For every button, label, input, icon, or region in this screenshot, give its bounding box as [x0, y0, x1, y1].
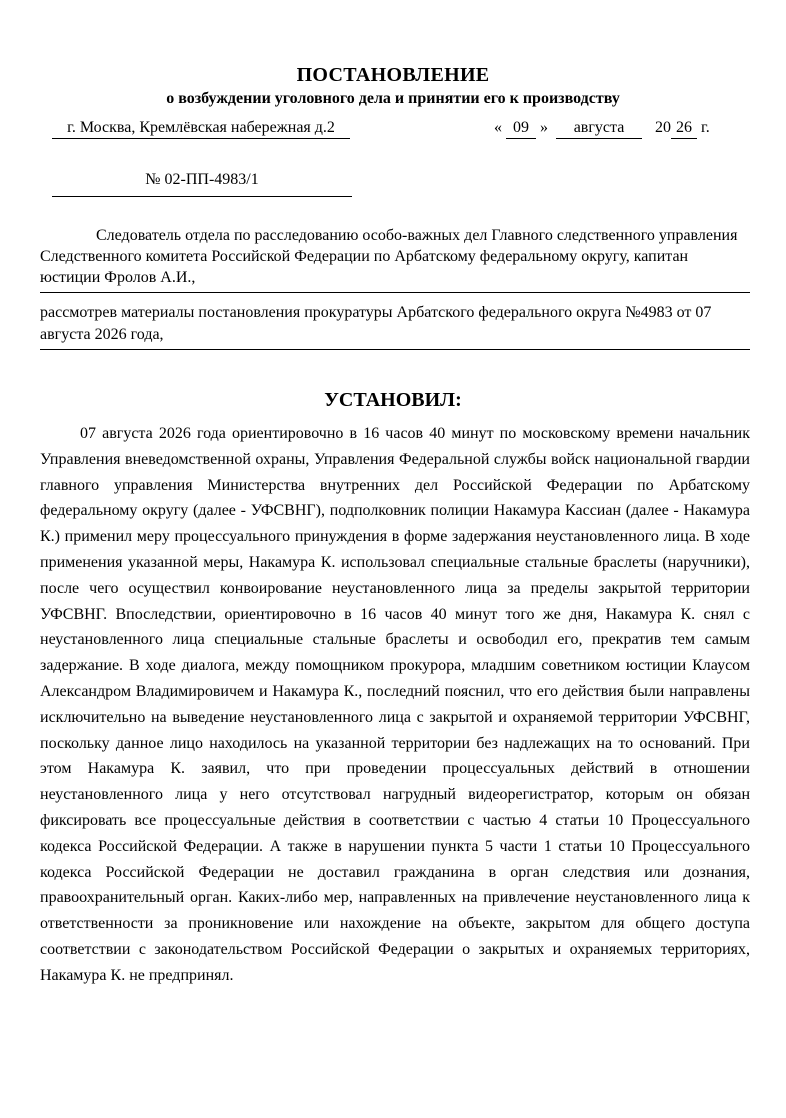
considering-paragraph: рассмотрев материалы постановления прокуратуры Арбатского федерального округа №4983 от 07 августа 2026 года, — [40, 304, 712, 343]
date-field — [494, 118, 548, 139]
divider-line — [40, 292, 750, 293]
established-heading: УСТАНОВИЛ: — [324, 389, 462, 411]
date-month: августа — [556, 118, 642, 139]
date-day: 09 — [506, 118, 536, 139]
document-number: № 02-ПП-4983/1 — [52, 170, 352, 197]
date-year-suffix: 26 — [671, 118, 697, 139]
date-year-abbr: г. — [701, 119, 710, 136]
investigator-paragraph: Следователь отдела по расследованию особо-важных дел Главного следственного управления Следственного комитета Российской Федерации по Арбатскому федеральному округу, капитан юстиции Фролов А.И., — [40, 227, 738, 286]
document-subtitle: о возбуждении уголовного дела и принятии его к производству — [166, 90, 620, 107]
established-body: 07 августа 2026 года ориентировочно в 16 часов 40 минут по московскому времени начальник Управления вневедомственной охраны, Управления Федеральной службы войск национальной гвардии главного управления Министерства внутренних дел Российской Федерации по Арбатскому федеральному округу (далее - УФСВНГ), подполковник полиции Накамура Кассиан (далее - Накамура К.) применил меру процессуального принуждения в форме задержания неустановленного лица. В ходе применения указанной меры, Накамура К. использовал специальные стальные браслеты (наручники), после чего осуществил конвоирование неустановленного лица за пределы закрытой территории УФСВНГ. Впоследствии, ориентировочно в 16 часов 40 минут того же дня, Накамура К. снял с неустановленного лица специальные стальные браслеты и освободил его, прекратив тем самым задержание. В ходе диалога, между помощником прокурора, младшим советником юстиции Клаусом Александром Владимировичем и Накамура К., последний пояснил, что его действия были направлены исключительно на выведение неустановленного лица с закрытой и охраняемой территории УФСВНГ, поскольку данное лицо находилось на указанной территории без надлежащих на то оснований. При этом Накамура К. заявил, что при проведении процессуальных действий в отношении неустановленного лица у него отсутствовал нагрудный видеорегистратор, которым он обязан фиксировать все процессуальные действия в соответствии с частью 4 статьи 10 Процессуального кодекса Российской Федерации. А также в нарушении пункта 5 части 1 статьи 10 Процессуального кодекса Российской Федерации не доставил гражданина в орган следствия или дознания, правоохранительный орган. Каких-либо мер, направленных на привлечение неустановленного лица к ответственности за проникновение или нахождение на объекте, закрытом для общего доступа соответствии с законодательством Российской Федерации о закрытых и охраняемых территориях, Накамура К. не предпринял. — [40, 425, 750, 984]
date-close-quote: » — [540, 119, 548, 136]
divider-line — [40, 349, 750, 350]
document-title: ПОСТАНОВЛЕНИЕ — [296, 64, 490, 86]
date-year-wrap — [655, 118, 710, 139]
date-year-prefix: 20 — [655, 119, 671, 136]
date-month-wrap — [556, 118, 642, 139]
place-field: г. Москва, Кремлёвская набережная д.2 — [52, 118, 350, 139]
date-open-quote: « — [494, 119, 502, 136]
